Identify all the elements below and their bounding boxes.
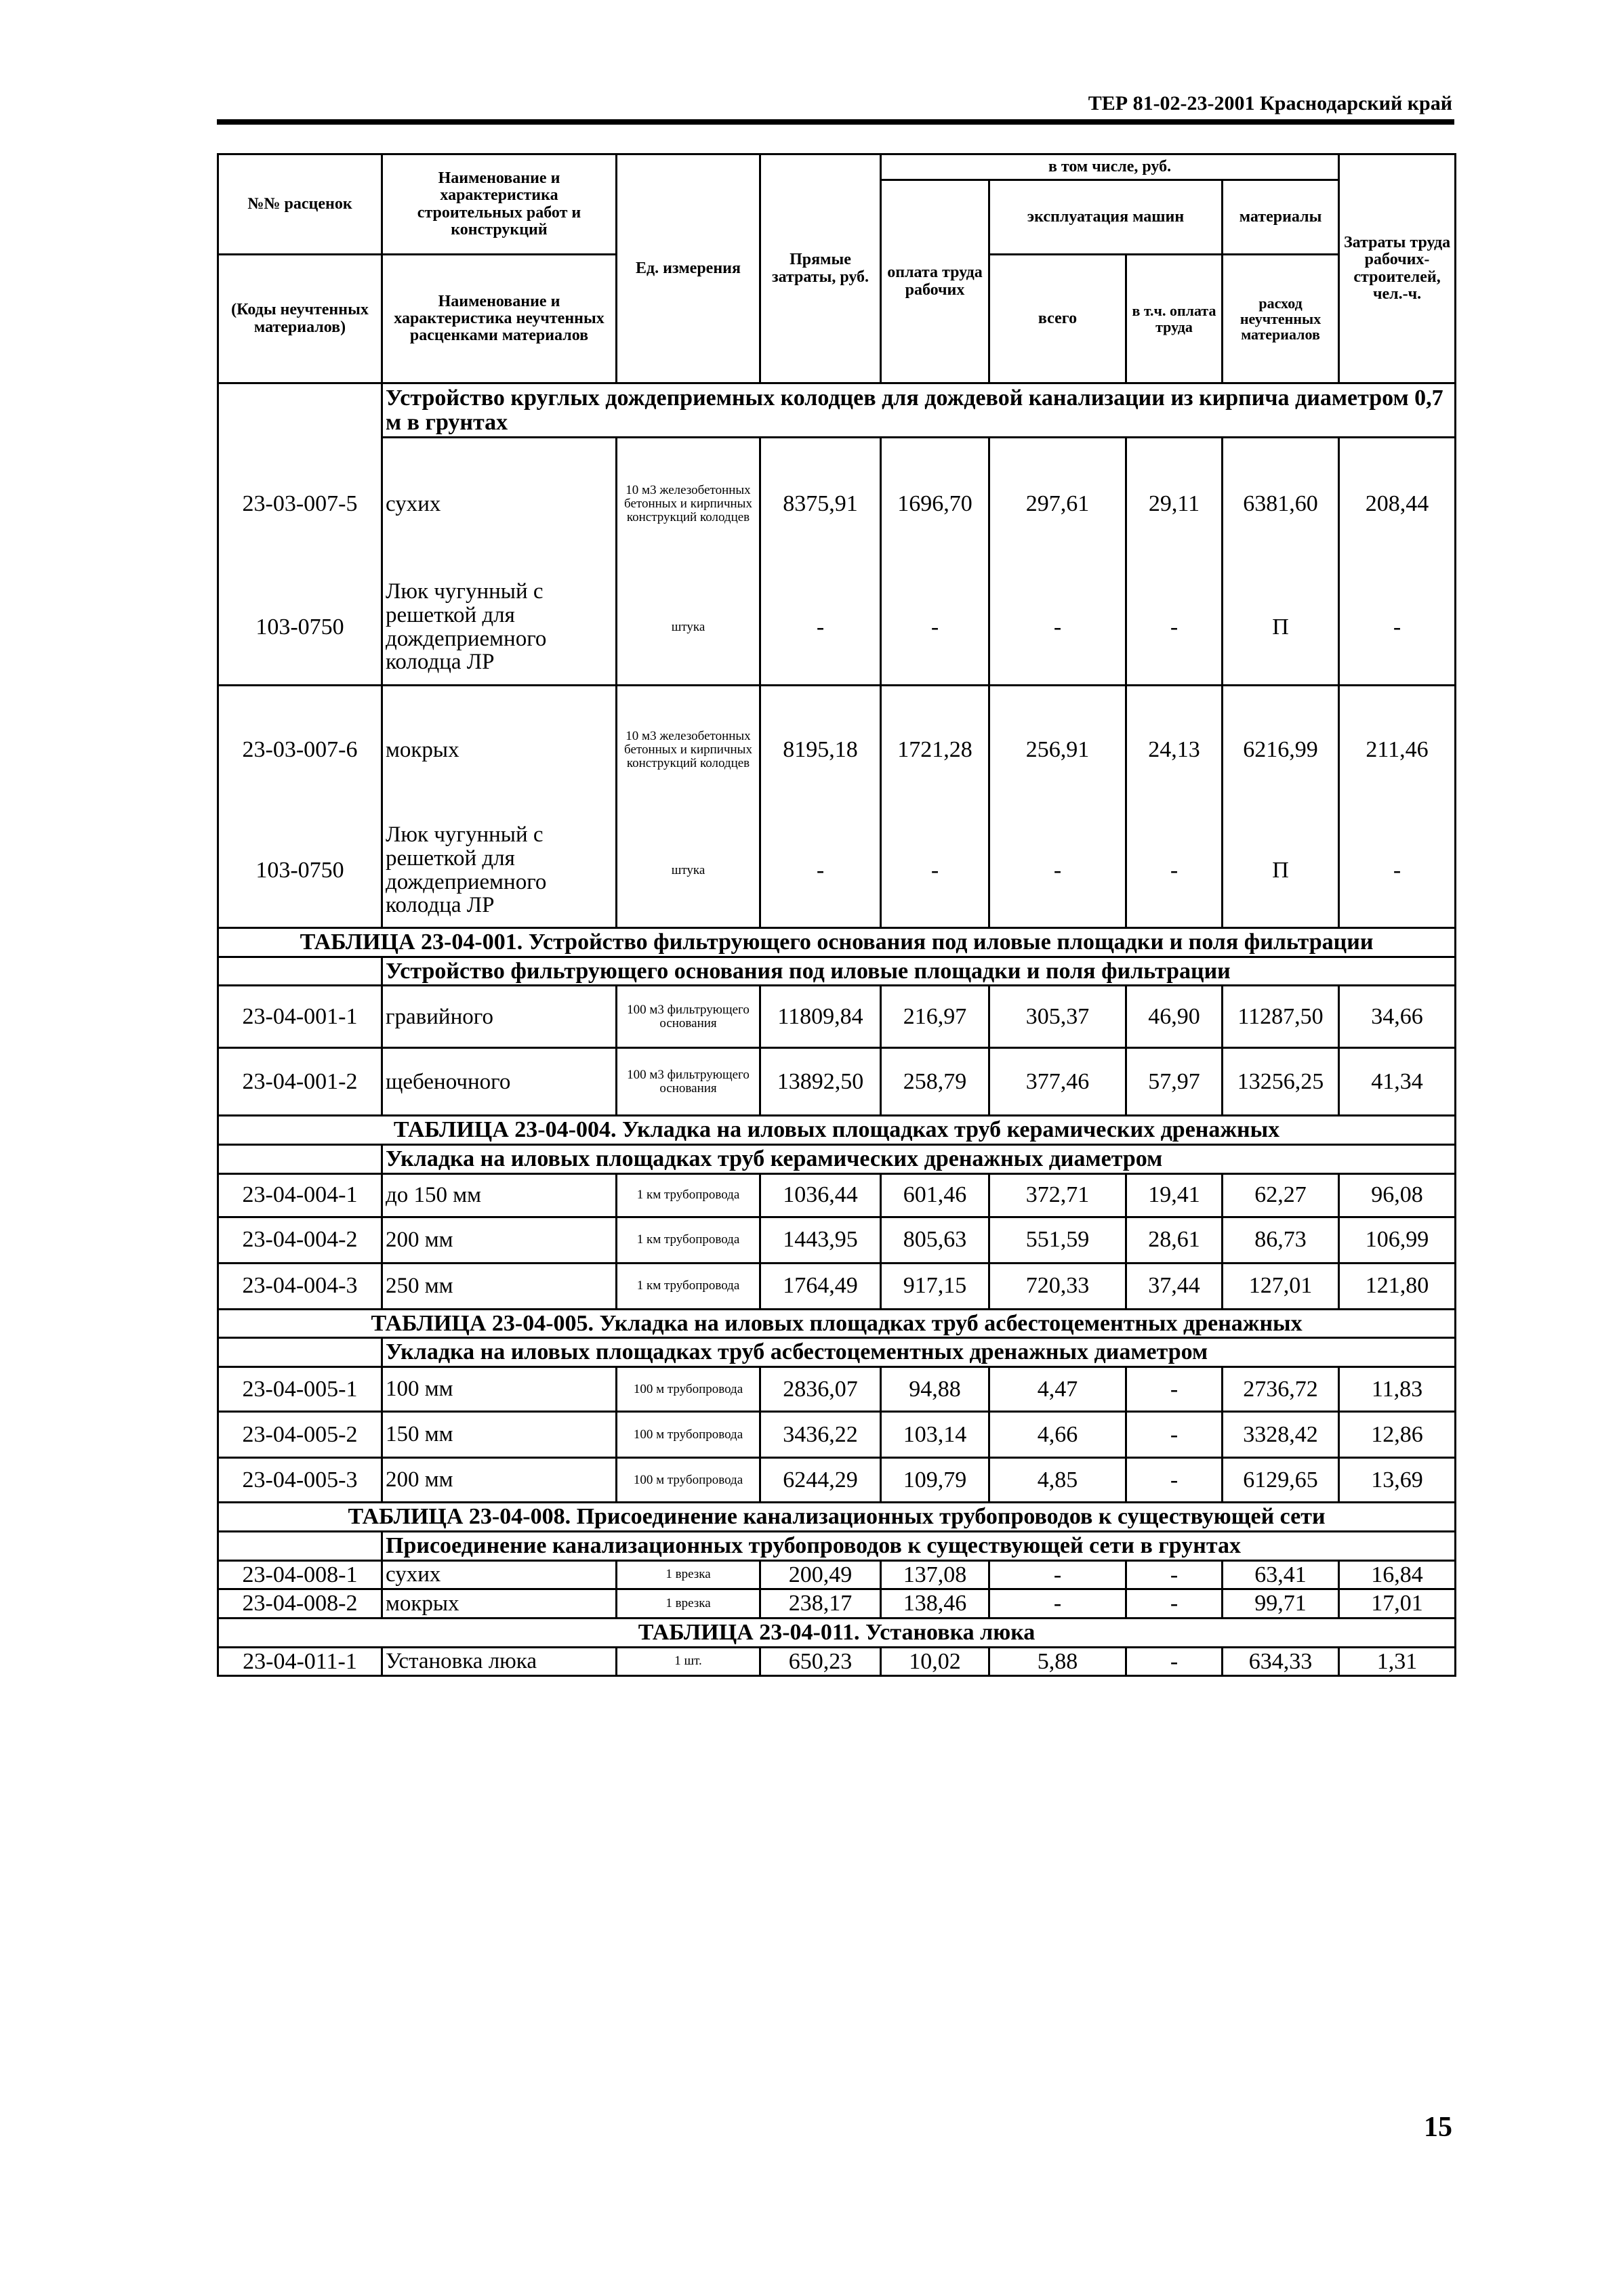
section-row: [218, 1145, 1456, 1174]
page-number: 15: [1424, 2112, 1452, 2143]
machines-total: -: [989, 1589, 1126, 1619]
machines-total: 4,85: [989, 1458, 1126, 1503]
wage: 216,97: [881, 986, 989, 1048]
section-title: Устройство фильтрующего основания под иловые площадки и поля фильтрации: [382, 957, 1456, 986]
unit-cell: 10 м3 железобетонных бетонных и кирпичных конструкций колодцев: [617, 438, 760, 570]
machines-total: 5,88: [989, 1647, 1126, 1676]
table-row: [218, 1412, 1456, 1458]
rate-code: 23-04-008-2: [218, 1589, 382, 1619]
materials: 62,27: [1223, 1173, 1339, 1217]
labor: 208,44: [1339, 438, 1456, 570]
header-materials-use: расход неучтенных материалов: [1223, 255, 1339, 383]
direct-cost: 238,17: [760, 1589, 881, 1619]
header-direct-costs: Прямые затраты, руб.: [760, 154, 881, 383]
labor: 12,86: [1339, 1412, 1456, 1458]
materials: 2736,72: [1223, 1367, 1339, 1412]
machines-wage: -: [1126, 1412, 1223, 1458]
header-labor: Затраты труда рабочих-строителей, чел.-ч.: [1339, 154, 1456, 383]
table-title-row: [218, 1503, 1456, 1532]
machines-total: 305,37: [989, 986, 1126, 1048]
labor: 11,83: [1339, 1367, 1456, 1412]
work-name: щебеночного: [382, 1048, 617, 1116]
labor: 16,84: [1339, 1560, 1456, 1589]
table-row: [218, 1048, 1456, 1116]
header-name-bottom: Наименование и характеристика неучтенных расценками материалов: [382, 255, 617, 383]
machines-total: 372,71: [989, 1173, 1126, 1217]
header-unit: Ед. измерения: [617, 154, 760, 383]
table-title-row: [218, 1116, 1456, 1145]
direct-cost: 200,49: [760, 1560, 881, 1589]
materials: 127,01: [1223, 1263, 1339, 1309]
labor: -: [1339, 570, 1456, 686]
materials: П: [1223, 570, 1339, 686]
materials: 99,71: [1223, 1589, 1339, 1619]
wage: 258,79: [881, 1048, 989, 1116]
machines-total: 377,46: [989, 1048, 1126, 1116]
work-name: 200 мм: [382, 1217, 617, 1263]
materials: 3328,42: [1223, 1412, 1339, 1458]
header-rule: [217, 119, 1454, 125]
labor: 96,08: [1339, 1173, 1456, 1217]
table-row: [218, 1263, 1456, 1309]
wage: 917,15: [881, 1263, 989, 1309]
wage: 1696,70: [881, 438, 989, 570]
unit-cell: 1 км трубопровода: [617, 1217, 760, 1263]
unit-cell: 10 м3 железобетонных бетонных и кирпичных конструкций колодцев: [617, 686, 760, 814]
machines-wage: 46,90: [1126, 986, 1223, 1048]
material-code: 103-0750: [218, 814, 382, 928]
machines-total: -: [989, 814, 1126, 928]
labor: 211,46: [1339, 686, 1456, 814]
direct-cost: 2836,07: [760, 1367, 881, 1412]
direct-cost: 1036,44: [760, 1173, 881, 1217]
work-name: гравийного: [382, 986, 617, 1048]
work-name: 200 мм: [382, 1458, 617, 1503]
header-wage: оплата труда рабочих: [881, 180, 989, 383]
machines-wage: -: [1126, 814, 1223, 928]
work-name: мокрых: [382, 686, 617, 814]
labor: 41,34: [1339, 1048, 1456, 1116]
direct-cost: 8375,91: [760, 438, 881, 570]
table-row: [218, 1217, 1456, 1263]
machines-wage: 29,11: [1126, 438, 1223, 570]
wage: 103,14: [881, 1412, 989, 1458]
wage: 109,79: [881, 1458, 989, 1503]
section-row: [218, 383, 1456, 438]
wage: 10,02: [881, 1647, 989, 1676]
rate-code: 23-03-007-6: [218, 686, 382, 814]
rate-code: 23-04-004-1: [218, 1173, 382, 1217]
unit-cell: штука: [617, 570, 760, 686]
table-title-row: [218, 928, 1456, 957]
machines-wage: -: [1126, 1589, 1223, 1619]
machines-total: 4,47: [989, 1367, 1126, 1412]
unit-cell: 1 км трубопровода: [617, 1173, 760, 1217]
table-title-row: [218, 1618, 1456, 1647]
rate-code: 23-04-011-1: [218, 1647, 382, 1676]
work-name: Установка люка: [382, 1647, 617, 1676]
materials: 63,41: [1223, 1560, 1339, 1589]
header-name-top: Наименование и характеристика строительных работ и конструкций: [382, 154, 617, 255]
machines-wage: -: [1126, 1367, 1223, 1412]
rate-code: 23-04-005-1: [218, 1367, 382, 1412]
wage: -: [881, 570, 989, 686]
machines-total: -: [989, 570, 1126, 686]
machines-wage: 57,97: [1126, 1048, 1223, 1116]
unit-cell: 1 шт.: [617, 1647, 760, 1676]
materials: 6129,65: [1223, 1458, 1339, 1503]
header-machines-total: всего: [989, 255, 1126, 383]
machines-wage: -: [1126, 570, 1223, 686]
direct-cost: 650,23: [760, 1647, 881, 1676]
rate-code: 23-04-004-2: [218, 1217, 382, 1263]
table-title: ТАБЛИЦА 23-04-001. Устройство фильтрующего основания под иловые площадки и поля фильтрации: [218, 928, 1456, 957]
direct-cost: 8195,18: [760, 686, 881, 814]
header-code-bottom: (Коды неучтенных материалов): [218, 255, 382, 383]
header-row-1: [218, 154, 1456, 180]
table-title-row: [218, 1309, 1456, 1338]
materials: П: [1223, 814, 1339, 928]
direct-cost: 11809,84: [760, 986, 881, 1048]
machines-wage: 19,41: [1126, 1173, 1223, 1217]
labor: -: [1339, 814, 1456, 928]
section-title: Укладка на иловых площадках труб асбестоцементных дренажных диаметром: [382, 1338, 1456, 1367]
wage: 601,46: [881, 1173, 989, 1217]
table-row: [218, 814, 1456, 928]
work-name: 150 мм: [382, 1412, 617, 1458]
labor: 1,31: [1339, 1647, 1456, 1676]
machines-wage: 24,13: [1126, 686, 1223, 814]
header-machines-wage: в т.ч. оплата труда: [1126, 255, 1223, 383]
section-title: Устройство круглых дождеприемных колодцев для дождевой канализации из кирпича диаметром 0,7 м в грунтах: [382, 383, 1456, 438]
work-name: 250 мм: [382, 1263, 617, 1309]
rate-code: 23-04-008-1: [218, 1560, 382, 1589]
table-row: [218, 1589, 1456, 1619]
work-name: мокрых: [382, 1589, 617, 1619]
wage: 805,63: [881, 1217, 989, 1263]
unit-cell: 100 м3 фильтрующего основания: [617, 1048, 760, 1116]
table-row: [218, 1367, 1456, 1412]
machines-wage: -: [1126, 1458, 1223, 1503]
materials: 11287,50: [1223, 986, 1339, 1048]
machines-total: 297,61: [989, 438, 1126, 570]
table-title: ТАБЛИЦА 23-04-011. Установка люка: [218, 1618, 1456, 1647]
wage: 1721,28: [881, 686, 989, 814]
table-row: [218, 1647, 1456, 1676]
header-machines: эксплуатация машин: [989, 180, 1223, 255]
direct-cost: 6244,29: [760, 1458, 881, 1503]
machines-total: 551,59: [989, 1217, 1126, 1263]
section-row: [218, 1338, 1456, 1367]
wage: 94,88: [881, 1367, 989, 1412]
work-name: 100 мм: [382, 1367, 617, 1412]
table-row: [218, 1458, 1456, 1503]
wage: -: [881, 814, 989, 928]
document-code: ТЕР 81-02-23-2001 Краснодарский край: [1088, 92, 1452, 114]
machines-total: 720,33: [989, 1263, 1126, 1309]
machines-total: -: [989, 1560, 1126, 1589]
materials: 13256,25: [1223, 1048, 1339, 1116]
table-title: ТАБЛИЦА 23-04-005. Укладка на иловых площадках труб асбестоцементных дренажных: [218, 1309, 1456, 1338]
materials: 86,73: [1223, 1217, 1339, 1263]
direct-cost: -: [760, 570, 881, 686]
material-name: Люк чугунный с решеткой для дождеприемного колодца ЛР: [382, 814, 617, 928]
materials: 634,33: [1223, 1647, 1339, 1676]
material-code: 103-0750: [218, 570, 382, 686]
wage: 138,46: [881, 1589, 989, 1619]
wage: 137,08: [881, 1560, 989, 1589]
unit-cell: 100 м трубопровода: [617, 1367, 760, 1412]
table-row: [218, 570, 1456, 686]
rate-code: 23-04-005-3: [218, 1458, 382, 1503]
labor: 13,69: [1339, 1458, 1456, 1503]
section-title: Укладка на иловых площадках труб керамических дренажных диаметром: [382, 1145, 1456, 1174]
labor: 121,80: [1339, 1263, 1456, 1309]
table-row: [218, 686, 1456, 814]
labor: 34,66: [1339, 986, 1456, 1048]
labor: 106,99: [1339, 1217, 1456, 1263]
rates-table: [217, 153, 1456, 1677]
header-materials: материалы: [1223, 180, 1339, 255]
rate-code: 23-03-007-5: [218, 438, 382, 570]
unit-cell: штука: [617, 814, 760, 928]
direct-cost: 3436,22: [760, 1412, 881, 1458]
materials: 6381,60: [1223, 438, 1339, 570]
table-title: ТАБЛИЦА 23-04-004. Укладка на иловых площадках труб керамических дренажных: [218, 1116, 1456, 1145]
rate-code: 23-04-001-2: [218, 1048, 382, 1116]
materials: 6216,99: [1223, 686, 1339, 814]
work-name: сухих: [382, 1560, 617, 1589]
labor: 17,01: [1339, 1589, 1456, 1619]
table-title: ТАБЛИЦА 23-04-008. Присоединение канализационных трубопроводов к существующей сети: [218, 1503, 1456, 1532]
unit-cell: 1 км трубопровода: [617, 1263, 760, 1309]
header-code-top: №№ расценок: [218, 154, 382, 255]
rate-code: 23-04-005-2: [218, 1412, 382, 1458]
table-row: [218, 1173, 1456, 1217]
header-including: в том числе, руб.: [881, 154, 1339, 180]
section-row: [218, 1531, 1456, 1560]
machines-wage: 37,44: [1126, 1263, 1223, 1309]
table-row: [218, 1560, 1456, 1589]
unit-cell: 1 врезка: [617, 1589, 760, 1619]
material-name: Люк чугунный с решеткой для дождеприемного колодца ЛР: [382, 570, 617, 686]
rate-code: 23-04-001-1: [218, 986, 382, 1048]
rate-code: 23-04-004-3: [218, 1263, 382, 1309]
table-row: [218, 438, 1456, 570]
direct-cost: 1764,49: [760, 1263, 881, 1309]
table-row: [218, 986, 1456, 1048]
work-name: сухих: [382, 438, 617, 570]
unit-cell: 1 врезка: [617, 1560, 760, 1589]
machines-total: 256,91: [989, 686, 1126, 814]
unit-cell: 100 м трубопровода: [617, 1458, 760, 1503]
direct-cost: 13892,50: [760, 1048, 881, 1116]
machines-wage: 28,61: [1126, 1217, 1223, 1263]
section-title: Присоединение канализационных трубопроводов к существующей сети в грунтах: [382, 1531, 1456, 1560]
machines-total: 4,66: [989, 1412, 1126, 1458]
direct-cost: -: [760, 814, 881, 928]
section-row: [218, 957, 1456, 986]
machines-wage: -: [1126, 1647, 1223, 1676]
unit-cell: 100 м3 фильтрующего основания: [617, 986, 760, 1048]
machines-wage: -: [1126, 1560, 1223, 1589]
direct-cost: 1443,95: [760, 1217, 881, 1263]
work-name: до 150 мм: [382, 1173, 617, 1217]
unit-cell: 100 м трубопровода: [617, 1412, 760, 1458]
